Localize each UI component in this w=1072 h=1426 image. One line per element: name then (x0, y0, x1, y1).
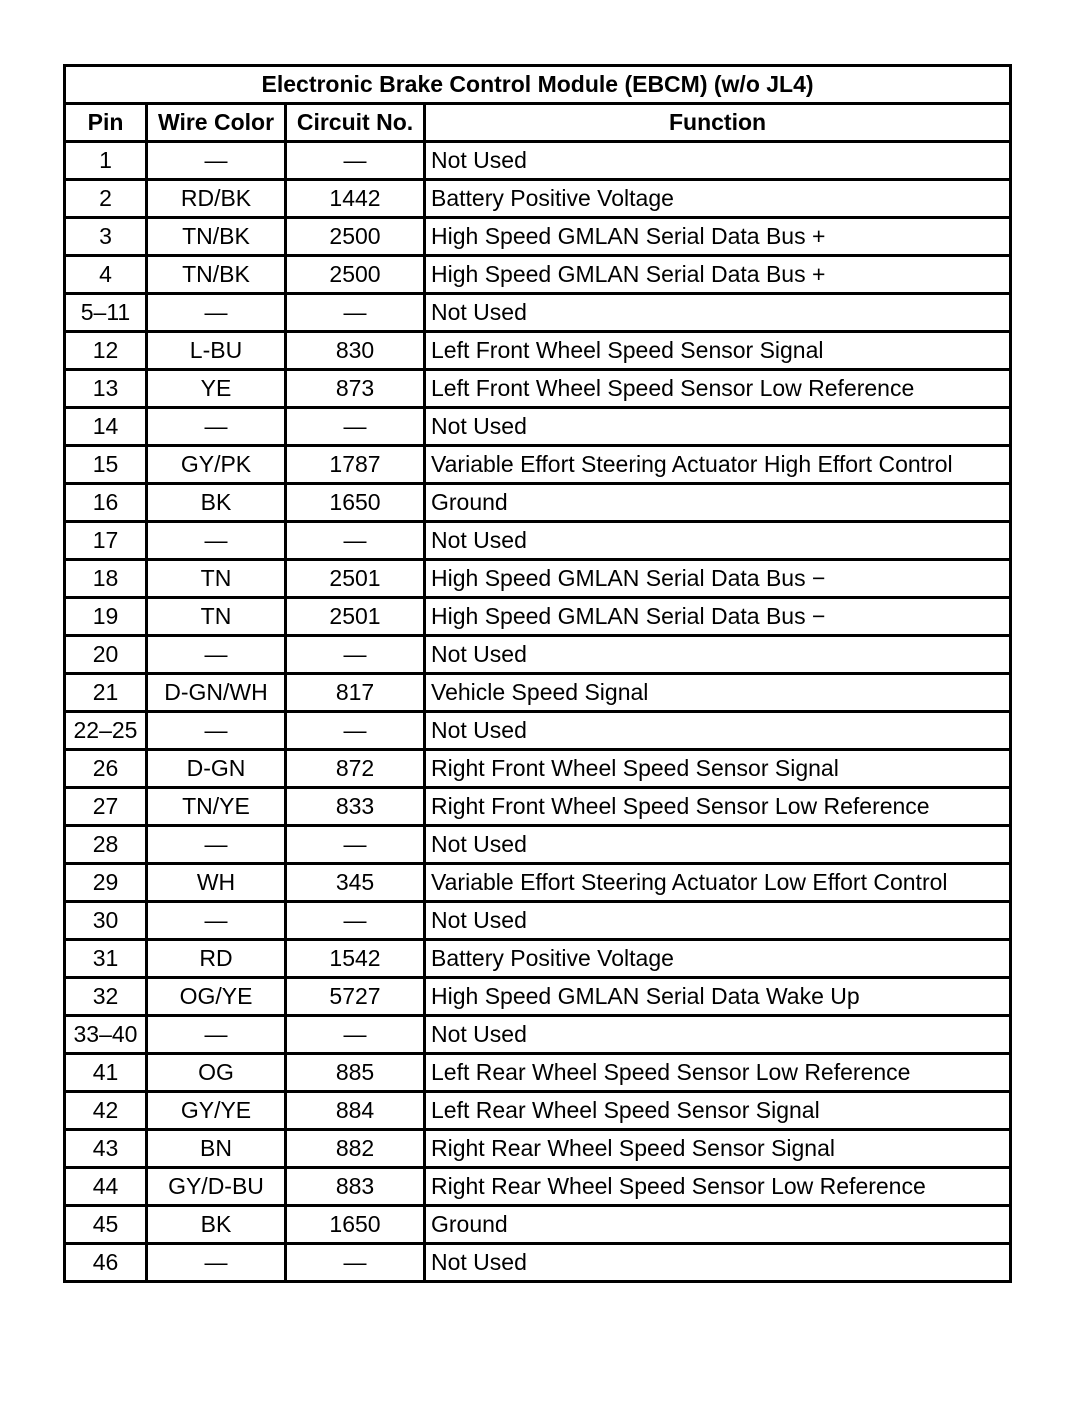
circuit-no-cell: 885 (286, 1054, 425, 1092)
table-row (65, 446, 1011, 484)
table-row (65, 294, 1011, 332)
pin-cell: 17 (65, 522, 147, 560)
table-row (65, 940, 1011, 978)
circuit-no-cell: 1650 (286, 484, 425, 522)
table-row (65, 332, 1011, 370)
pin-cell: 46 (65, 1244, 147, 1282)
wire-color-cell: GY/PK (147, 446, 286, 484)
table-row (65, 978, 1011, 1016)
table-row (65, 218, 1011, 256)
pin-cell: 13 (65, 370, 147, 408)
circuit-no-cell: 817 (286, 674, 425, 712)
table-row (65, 788, 1011, 826)
pin-cell: 21 (65, 674, 147, 712)
function-cell: Not Used (425, 712, 1011, 750)
function-cell: Not Used (425, 522, 1011, 560)
circuit-no-cell: 1650 (286, 1206, 425, 1244)
circuit-no-cell: 345 (286, 864, 425, 902)
header-circuit-no: Circuit No. (286, 104, 425, 142)
table-body (65, 142, 1011, 1282)
function-cell: Right Rear Wheel Speed Sensor Low Reference (425, 1168, 1011, 1206)
pin-cell: 27 (65, 788, 147, 826)
pin-cell: 16 (65, 484, 147, 522)
wire-color-cell: GY/D-BU (147, 1168, 286, 1206)
wire-color-cell: — (147, 712, 286, 750)
function-cell: Variable Effort Steering Actuator High Effort Control (425, 446, 1011, 484)
pin-cell: 22–25 (65, 712, 147, 750)
function-cell: Battery Positive Voltage (425, 940, 1011, 978)
function-cell: Left Front Wheel Speed Sensor Low Reference (425, 370, 1011, 408)
wire-color-cell: D-GN (147, 750, 286, 788)
pin-cell: 15 (65, 446, 147, 484)
table-row (65, 1244, 1011, 1282)
circuit-no-cell: — (286, 636, 425, 674)
ebcm-pinout-table (63, 64, 1012, 1283)
wire-color-cell: TN/BK (147, 218, 286, 256)
wire-color-cell: — (147, 1016, 286, 1054)
wire-color-cell: TN/YE (147, 788, 286, 826)
circuit-no-cell: 5727 (286, 978, 425, 1016)
pin-cell: 28 (65, 826, 147, 864)
function-cell: Vehicle Speed Signal (425, 674, 1011, 712)
function-cell: Not Used (425, 826, 1011, 864)
circuit-no-cell: 882 (286, 1130, 425, 1168)
wire-color-cell: — (147, 408, 286, 446)
table-row (65, 180, 1011, 218)
table-row (65, 1092, 1011, 1130)
table-row (65, 522, 1011, 560)
table-row (65, 1016, 1011, 1054)
pin-cell: 2 (65, 180, 147, 218)
pin-cell: 20 (65, 636, 147, 674)
table-row (65, 826, 1011, 864)
header-wire-color: Wire Color (147, 104, 286, 142)
pin-cell: 1 (65, 142, 147, 180)
pin-cell: 14 (65, 408, 147, 446)
circuit-no-cell: — (286, 1016, 425, 1054)
circuit-no-cell: — (286, 902, 425, 940)
circuit-no-cell: — (286, 408, 425, 446)
circuit-no-cell: 2501 (286, 598, 425, 636)
function-cell: Left Rear Wheel Speed Sensor Low Reference (425, 1054, 1011, 1092)
table-title-row (65, 66, 1011, 104)
function-cell: Not Used (425, 294, 1011, 332)
pin-cell: 41 (65, 1054, 147, 1092)
pin-cell: 31 (65, 940, 147, 978)
wire-color-cell: D-GN/WH (147, 674, 286, 712)
circuit-no-cell: 2500 (286, 256, 425, 294)
pinout-table-container (63, 64, 1009, 1283)
pin-cell: 43 (65, 1130, 147, 1168)
header-pin: Pin (65, 104, 147, 142)
table-row (65, 712, 1011, 750)
function-cell: Right Front Wheel Speed Sensor Signal (425, 750, 1011, 788)
circuit-no-cell: 883 (286, 1168, 425, 1206)
pin-cell: 32 (65, 978, 147, 1016)
pin-cell: 26 (65, 750, 147, 788)
function-cell: Battery Positive Voltage (425, 180, 1011, 218)
circuit-no-cell: 1542 (286, 940, 425, 978)
function-cell: Not Used (425, 1016, 1011, 1054)
table-header-row (65, 104, 1011, 142)
table-row (65, 598, 1011, 636)
wire-color-cell: BK (147, 1206, 286, 1244)
pin-cell: 42 (65, 1092, 147, 1130)
function-cell: Right Front Wheel Speed Sensor Low Reference (425, 788, 1011, 826)
circuit-no-cell: 2500 (286, 218, 425, 256)
circuit-no-cell: 1442 (286, 180, 425, 218)
wire-color-cell: BK (147, 484, 286, 522)
circuit-no-cell: — (286, 826, 425, 864)
table-row (65, 1054, 1011, 1092)
wire-color-cell: — (147, 142, 286, 180)
circuit-no-cell: 873 (286, 370, 425, 408)
function-cell: Not Used (425, 1244, 1011, 1282)
wire-color-cell: RD (147, 940, 286, 978)
function-cell: Not Used (425, 408, 1011, 446)
function-cell: Variable Effort Steering Actuator Low Effort Control (425, 864, 1011, 902)
wire-color-cell: OG (147, 1054, 286, 1092)
pin-cell: 4 (65, 256, 147, 294)
function-cell: Right Rear Wheel Speed Sensor Signal (425, 1130, 1011, 1168)
table-row (65, 408, 1011, 446)
function-cell: Ground (425, 484, 1011, 522)
wire-color-cell: TN/BK (147, 256, 286, 294)
wire-color-cell: — (147, 826, 286, 864)
wire-color-cell: — (147, 636, 286, 674)
function-cell: Not Used (425, 902, 1011, 940)
pin-cell: 5–11 (65, 294, 147, 332)
wire-color-cell: RD/BK (147, 180, 286, 218)
wire-color-cell: — (147, 294, 286, 332)
circuit-no-cell: — (286, 522, 425, 560)
table-row (65, 1206, 1011, 1244)
wire-color-cell: YE (147, 370, 286, 408)
wire-color-cell: BN (147, 1130, 286, 1168)
function-cell: Not Used (425, 142, 1011, 180)
function-cell: Left Front Wheel Speed Sensor Signal (425, 332, 1011, 370)
function-cell: Ground (425, 1206, 1011, 1244)
table-row (65, 370, 1011, 408)
wire-color-cell: — (147, 902, 286, 940)
wire-color-cell: WH (147, 864, 286, 902)
circuit-no-cell: 833 (286, 788, 425, 826)
circuit-no-cell: 1787 (286, 446, 425, 484)
table-row (65, 902, 1011, 940)
wire-color-cell: — (147, 1244, 286, 1282)
function-cell: High Speed GMLAN Serial Data Bus − (425, 560, 1011, 598)
wire-color-cell: — (147, 522, 286, 560)
table-row (65, 142, 1011, 180)
table-row (65, 636, 1011, 674)
circuit-no-cell: — (286, 294, 425, 332)
function-cell: High Speed GMLAN Serial Data Wake Up (425, 978, 1011, 1016)
table-row (65, 674, 1011, 712)
function-cell: High Speed GMLAN Serial Data Bus + (425, 256, 1011, 294)
function-cell: High Speed GMLAN Serial Data Bus − (425, 598, 1011, 636)
table-title: Electronic Brake Control Module (EBCM) (w/o JL4) (65, 66, 1011, 104)
header-function: Function (425, 104, 1011, 142)
pin-cell: 12 (65, 332, 147, 370)
pin-cell: 19 (65, 598, 147, 636)
pin-cell: 45 (65, 1206, 147, 1244)
wire-color-cell: OG/YE (147, 978, 286, 1016)
pin-cell: 18 (65, 560, 147, 598)
pin-cell: 3 (65, 218, 147, 256)
function-cell: Left Rear Wheel Speed Sensor Signal (425, 1092, 1011, 1130)
function-cell: High Speed GMLAN Serial Data Bus + (425, 218, 1011, 256)
wire-color-cell: TN (147, 598, 286, 636)
pin-cell: 30 (65, 902, 147, 940)
circuit-no-cell: — (286, 142, 425, 180)
circuit-no-cell: 872 (286, 750, 425, 788)
wire-color-cell: TN (147, 560, 286, 598)
wire-color-cell: GY/YE (147, 1092, 286, 1130)
table-row (65, 750, 1011, 788)
pin-cell: 29 (65, 864, 147, 902)
wire-color-cell: L-BU (147, 332, 286, 370)
circuit-no-cell: 2501 (286, 560, 425, 598)
pin-cell: 44 (65, 1168, 147, 1206)
table-row (65, 560, 1011, 598)
circuit-no-cell: 830 (286, 332, 425, 370)
circuit-no-cell: — (286, 1244, 425, 1282)
table-row (65, 484, 1011, 522)
circuit-no-cell: — (286, 712, 425, 750)
circuit-no-cell: 884 (286, 1092, 425, 1130)
function-cell: Not Used (425, 636, 1011, 674)
table-row (65, 256, 1011, 294)
table-row (65, 1168, 1011, 1206)
table-row (65, 864, 1011, 902)
table-row (65, 1130, 1011, 1168)
pin-cell: 33–40 (65, 1016, 147, 1054)
